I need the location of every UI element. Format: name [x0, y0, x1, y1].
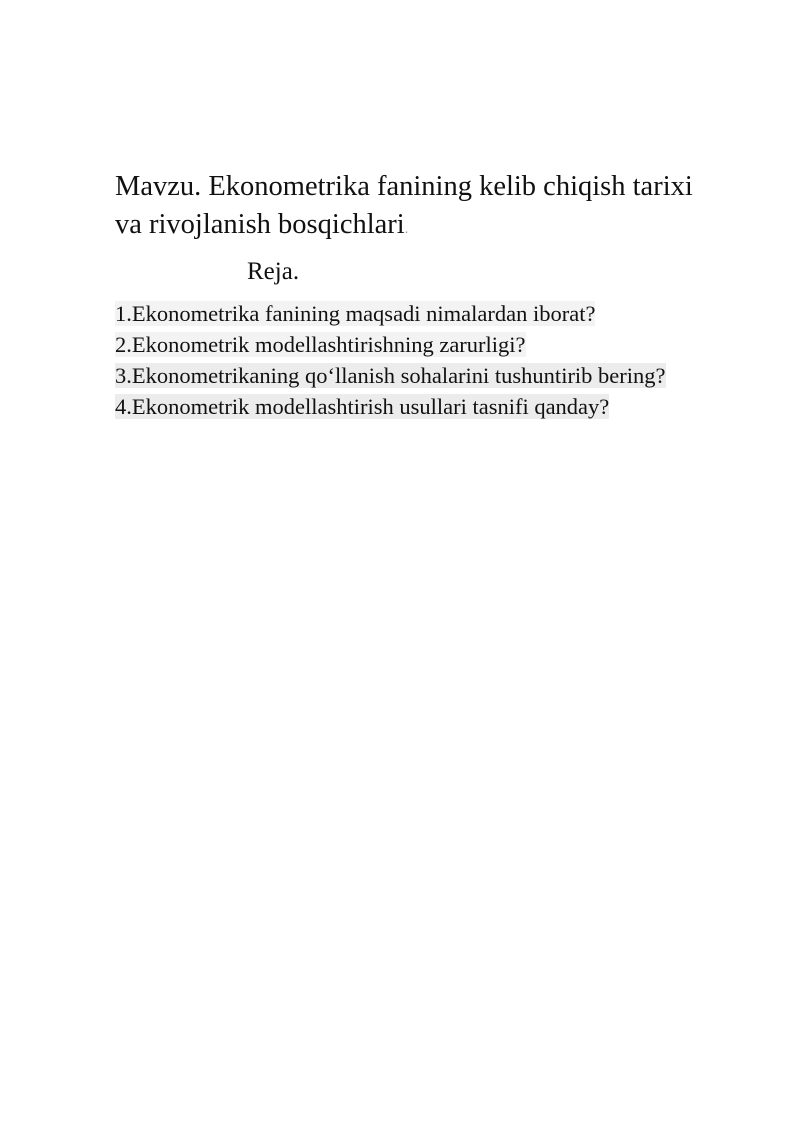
- plan-item-4: [115, 391, 666, 422]
- plan-item-3: [115, 360, 666, 391]
- document-title: [115, 168, 755, 249]
- title-line-1: Mavzu. Ekonometrika fanining kelib chiqish tarixi: [115, 171, 693, 202]
- plan-list: [115, 298, 666, 422]
- plan-item-1-text: 1.Ekonometrika fanining maqsadi nimalardan iborat?: [115, 301, 596, 326]
- title-line-2: [115, 206, 755, 249]
- plan-item-1: [115, 298, 666, 329]
- plan-item-4-text: 4.Ekonometrik modellashtirish usullari tasnifi qanday?: [115, 394, 610, 419]
- title-trailing-dot: .: [404, 222, 409, 237]
- plan-item-2-text: 2.Ekonometrik modellashtirishning zarurligi?: [115, 332, 526, 357]
- title-line-2-text: va rivojlanish bosqichlari: [115, 209, 405, 240]
- plan-heading: Reja.: [247, 258, 300, 285]
- plan-item-2: [115, 329, 666, 360]
- plan-item-3-text: 3.Ekonometrikaning qo‘llanish sohalarini tushuntirib bering?: [115, 363, 666, 388]
